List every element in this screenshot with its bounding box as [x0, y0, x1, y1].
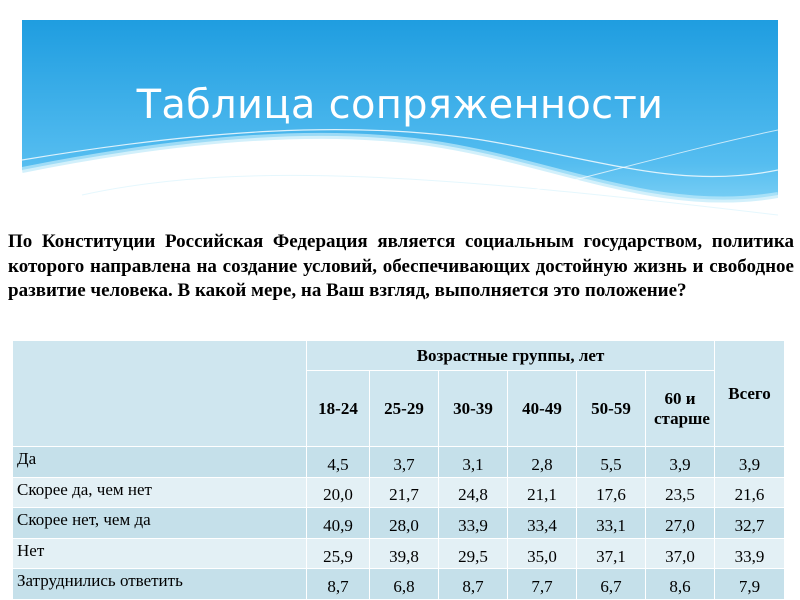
table-cell: 8,7	[307, 569, 370, 600]
age-group-header: Возрастные группы, лет	[307, 341, 715, 371]
table-cell: 3,7	[370, 447, 439, 478]
table-cell: 33,9	[439, 508, 508, 539]
corner-cell	[13, 341, 307, 447]
table-cell: 33,4	[508, 508, 577, 539]
table-cell: 21,7	[370, 477, 439, 508]
table-cell: 3,1	[439, 447, 508, 478]
table-row	[13, 569, 785, 600]
column-header: 60 и старше	[646, 371, 715, 447]
contingency-table	[12, 340, 785, 600]
title-banner	[22, 20, 778, 225]
column-header: 40-49	[508, 371, 577, 447]
table-cell: 3,9	[646, 447, 715, 478]
slide-title: Таблица сопряженности	[136, 82, 664, 128]
table-cell: 37,1	[577, 538, 646, 569]
total-header: Всего	[715, 341, 785, 447]
table-cell: 35,0	[508, 538, 577, 569]
table-cell: 24,8	[439, 477, 508, 508]
table-cell: 7,7	[508, 569, 577, 600]
table-cell: 27,0	[646, 508, 715, 539]
table-cell: 33,1	[577, 508, 646, 539]
table-cell: 37,0	[646, 538, 715, 569]
table-row	[13, 508, 785, 539]
table-cell: 28,0	[370, 508, 439, 539]
table-cell: 6,8	[370, 569, 439, 600]
row-label: Да	[13, 447, 307, 478]
table-row	[13, 447, 785, 478]
row-label: Скорее да, чем нет	[13, 477, 307, 508]
table-cell: 40,9	[307, 508, 370, 539]
column-header: 50-59	[577, 371, 646, 447]
table-row	[13, 477, 785, 508]
table-row	[13, 538, 785, 569]
survey-question: По Конституции Российская Федерация является социальным государством, политика которого направлена на создание условий, обеспечивающих достойную жизнь и свободное развитие человека. В какой мере, на Ваш взгляд, выполняется это положение?	[8, 231, 794, 301]
total-cell: 21,6	[715, 477, 785, 508]
table-cell: 17,6	[577, 477, 646, 508]
row-label: Скорее нет, чем да	[13, 508, 307, 539]
row-label: Затруднились ответить	[13, 569, 307, 600]
total-cell: 3,9	[715, 447, 785, 478]
table-cell: 25,9	[307, 538, 370, 569]
table-cell: 4,5	[307, 447, 370, 478]
table-cell: 20,0	[307, 477, 370, 508]
row-label: Нет	[13, 538, 307, 569]
table-cell: 8,7	[439, 569, 508, 600]
table-cell: 6,7	[577, 569, 646, 600]
table-cell: 8,6	[646, 569, 715, 600]
table-cell: 5,5	[577, 447, 646, 478]
table-cell: 29,5	[439, 538, 508, 569]
table-cell: 21,1	[508, 477, 577, 508]
column-header: 18-24	[307, 371, 370, 447]
table-cell: 39,8	[370, 538, 439, 569]
table-cell: 2,8	[508, 447, 577, 478]
table-cell: 23,5	[646, 477, 715, 508]
total-cell: 32,7	[715, 508, 785, 539]
total-cell: 7,9	[715, 569, 785, 600]
total-cell: 33,9	[715, 538, 785, 569]
column-header: 30-39	[439, 371, 508, 447]
column-header: 25-29	[370, 371, 439, 447]
